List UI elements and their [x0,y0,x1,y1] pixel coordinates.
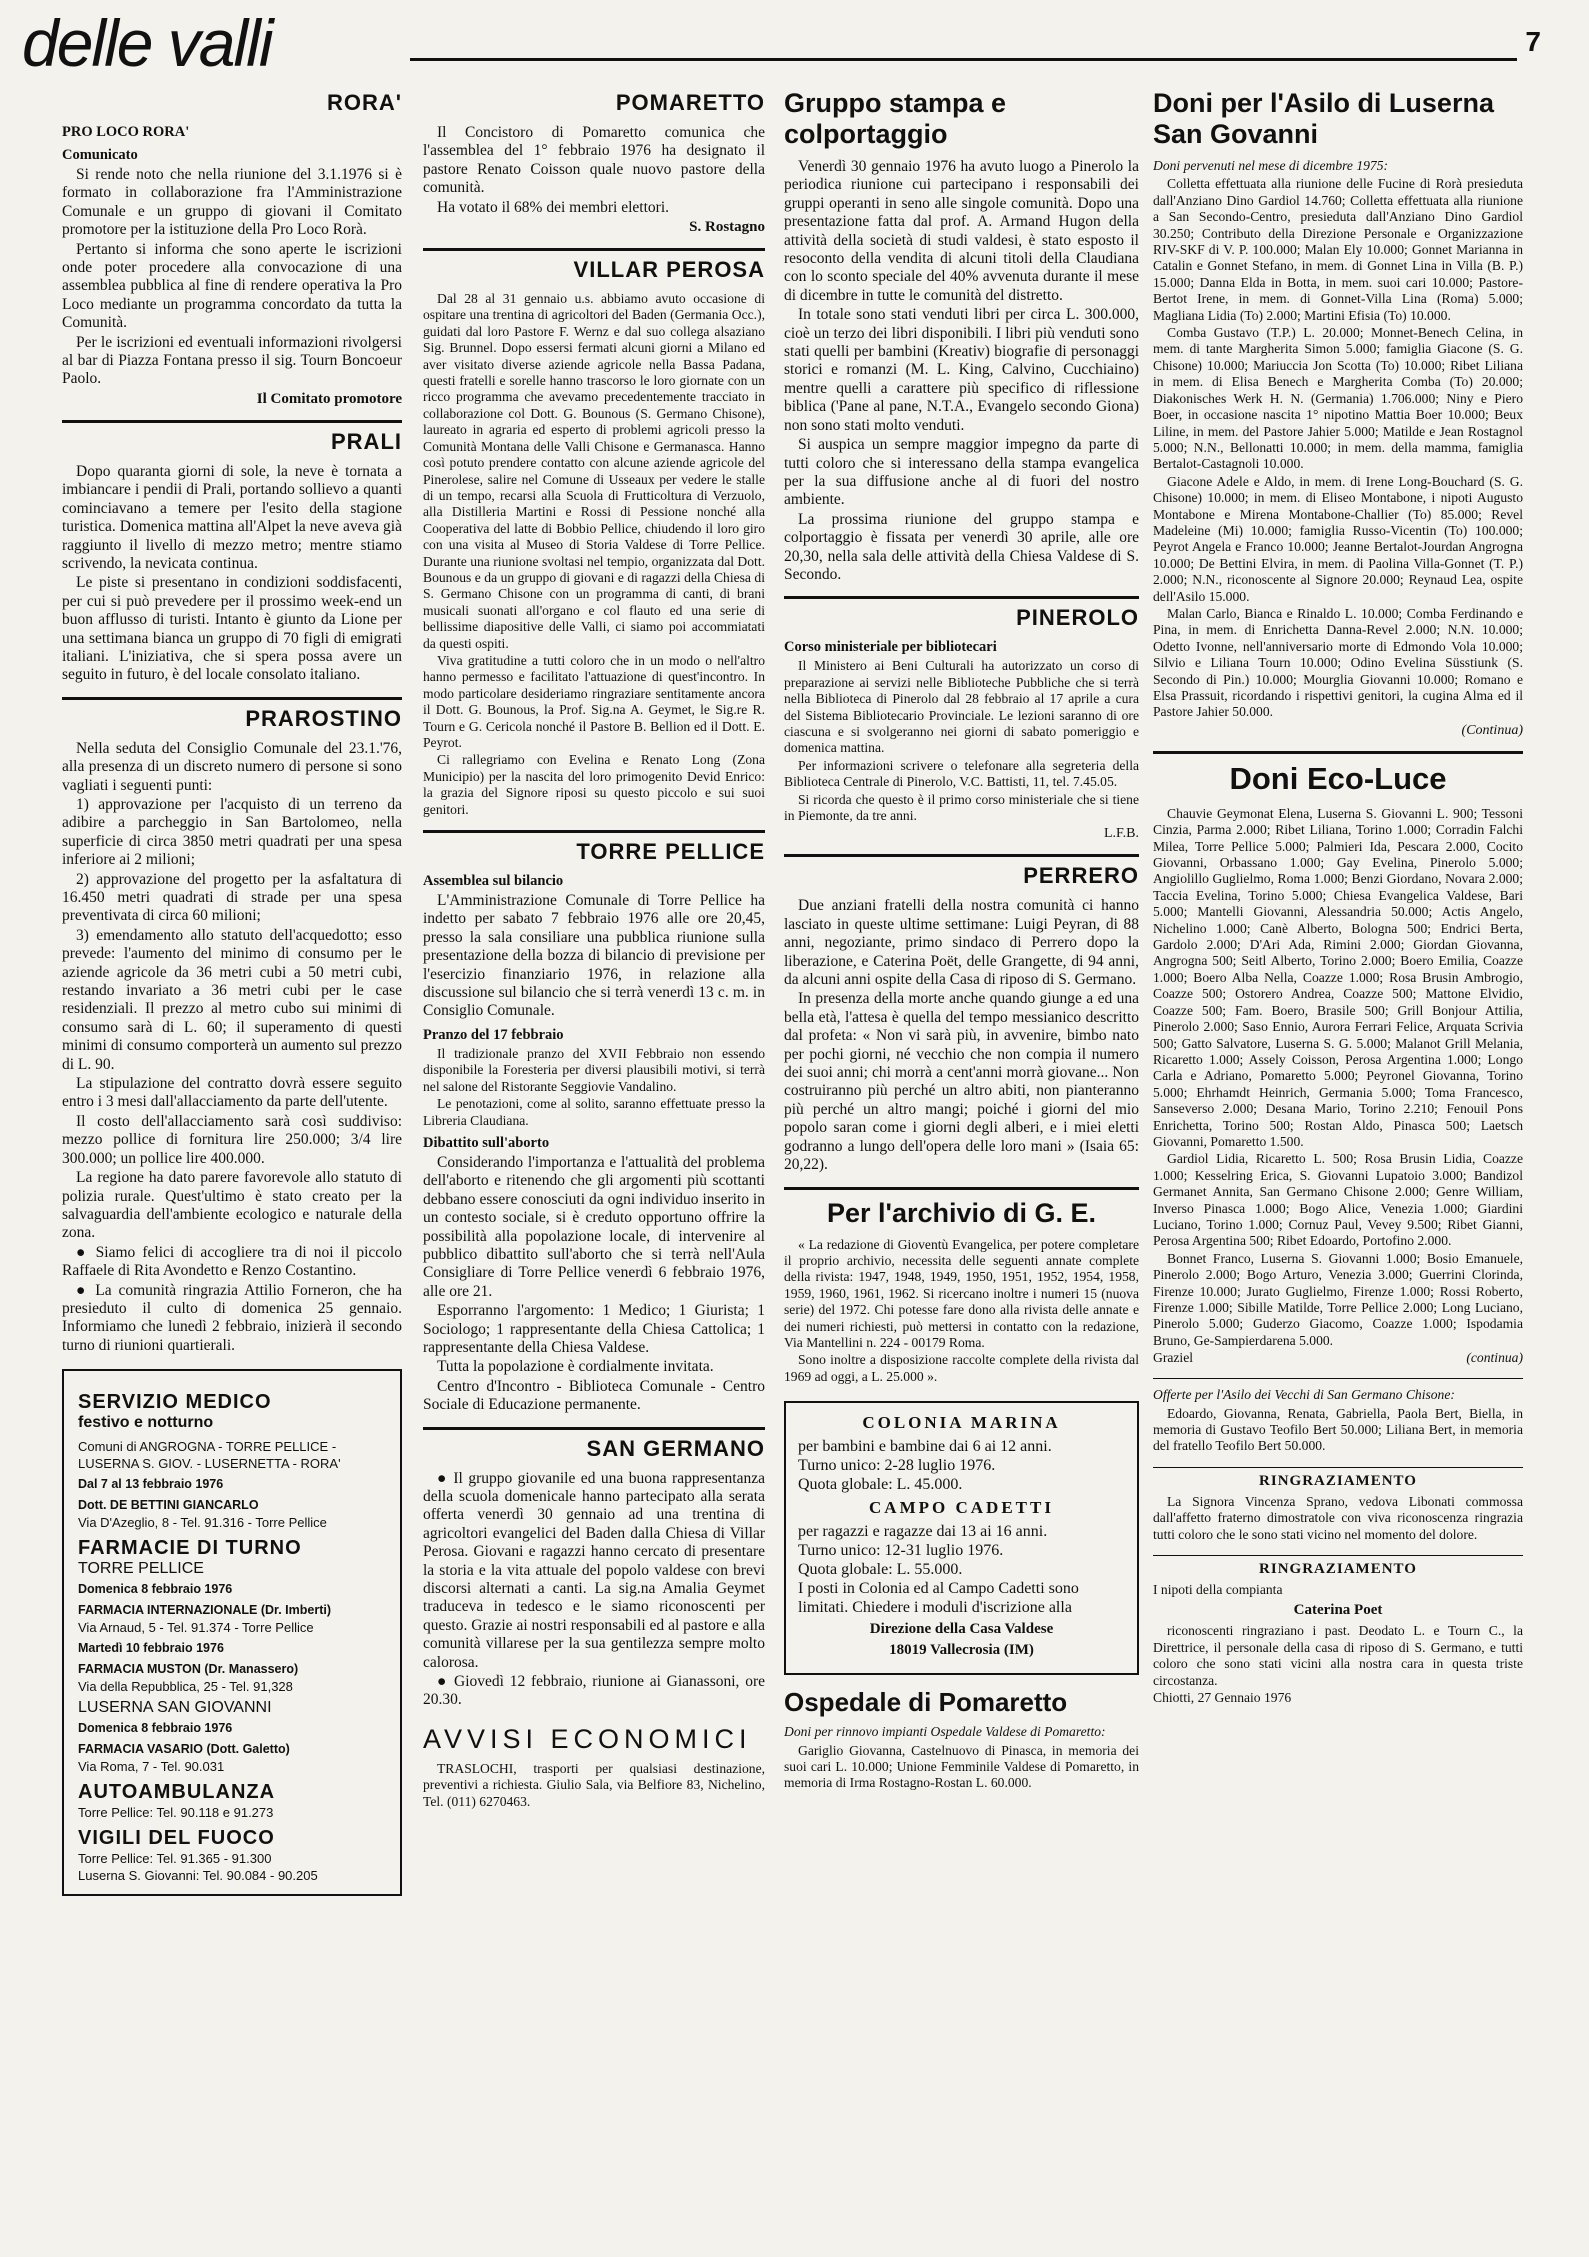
paragraph: Si auspica un sempre maggior impegno da parte di tutti coloro che si interessano della stampa evangelica per la sua diffusione anche al di fuori del nostro ambiente. [784,436,1139,509]
continua-label: (Continua) [1461,722,1523,738]
box-line: Via Roma, 7 - Tel. 90.031 [78,1759,225,1775]
paragraph: Colletta effettuata alla riunione delle Fucine di Rorà presieduta dall'Anziano Dino Gardiol 14.760; Colletta effettuata alla riunione a San Secondo-Centro, presieduta dall'Anziano Dino Gardiol 30.250; Contributo della Direzione Personale e Organizzazione RIV-SKF di V. P. 100.000; Malan Ely 10.000; Gonnet Marianna in Catalin e Gonnet Stefano, in mem. di Gonnet Lina in Villa (B. P.) 15.000; Danna Elda in Botta, in mem. suoi cari 10.000; Pastore-Bertot Irene, in mem. di Gonnet-Villa Lina (Roma) 5.000; Magliana Lidia (To) 2.000; Martini Efisia (To) 10.000. [1153,176,1523,323]
paragraph: Sono inoltre a disposizione raccolte complete della rivista dal 1969 ad oggi, a L. 25.000 ». [784,1352,1139,1384]
paragraph: ● Il gruppo giovanile ed una buona rappresentanza della scuola domenicale hanno partecipato alla serata offerta venerdì 30 gennaio ad una trentina di agricoltori evangelici del Baden dalla Chiesa di Villar Perosa. Giovani e ragazzi hanno cercato di presentare la storia e la vita attuale del popolo valdese con brevi discorsi alternati a canti. La sig.na Amalia Geymet traduceva in tedesco e le siamo riconoscenti per questo. Grazie ai nostri responsabili ed al pastore e alla comunità villarese per la sua gentilezza sempre molto calorosa. [423,1469,765,1671]
box-line: Quota globale: L. 45.000. [798,1476,963,1494]
paragraph: Gardiol Lidia, Ricaretto L. 500; Rosa Brusin Lidia, Coazze 1.000; Kesselring Erica, S. Giovanni Lupatoio 3.000; Bandizol Germanet Annita, San Germano Chisone 2.000; Genre William, Inverso Pinasca 1.000; Bogo Alice, Venezia 1.000; Giardini Luciano, Torino 1.000; Cornuz Paul, Vevey 9.500; Ribet Gianni, Perosa Argentina 500; Ribet Edoardo, Portofino 2.000. [1153,1151,1523,1249]
paragraph: Si rende noto che nella riunione del 3.1.1976 si è formato in collaborazione fra l'Amministrazione Comunale e un gruppo di giovani il Comitato promotore per la istituzione della Pro Loco Rorà. [62,166,402,239]
paragraph: Due anziani fratelli della nostra comunità ci hanno lasciato in queste ultime settimane: Luigi Peyran, di 88 anni, negoziante, primo sindaco di Perrero dopo la liberazione, e Caterina Poët, delle Grangette, di 94 anni, da alcuni anni ospite della Casa di riposo di S. Germano. [784,897,1139,989]
section-torre-pellice [423,830,765,1415]
box-address: 18019 Vallecrosia (IM) [889,1642,1034,1659]
column-2 [423,86,765,1822]
section-doni-asilo [1153,88,1523,739]
paragraph: Tutta la popolazione è cordialmente invitata. [437,1358,714,1376]
box-line: Quota globale: L. 55.000. [798,1561,963,1579]
header-rule [410,58,1517,61]
section-avvisi [423,1724,765,1810]
paragraph: Il costo dell'allacciamento sarà così suddiviso: mezzo pollice di fornitura lire 250.000; 3/4 lire 300.000; un pollice lire 400.000. [62,1112,402,1167]
section-heading-prarostino: PRAROSTINO [62,697,402,732]
column-1 [62,86,402,1896]
signature: L.F.B. [1103,826,1139,842]
paragraph: Le piste si presentano in condizioni soddisfacenti, per cui si può prevedere per il prossimo week-end un buon afflusso di turisti. Intanto è giunto da Lione per una settimana bianca un gruppo di 70 figli di emigrati italiani. L'iniziativa, che si spera possa avere un seguito in futuro, è del locale consolato italiano. [62,574,402,684]
article-subheading: Pranzo del 17 febbraio [423,1026,564,1043]
section-prarostino [62,697,402,1355]
eco-grazie: Graziel [1153,1350,1193,1366]
paragraph: La prossima riunione del gruppo stampa e colportaggio è fissata per venerdì 30 aprile, alle ore 20,30, nella sala delle attività della Chiesa Valdese di S. Secondo. [784,510,1139,583]
box-town: TORRE PELLICE [78,1560,204,1578]
paragraph: Bonnet Franco, Luserna S. Giovanni 1.000; Bosio Emanuele, Pinerolo 2.000; Bogo Arturo, Venezia 3.000; Guerrini Clorinda, Firenze 10.000; Jurato Guglielmo, Firenze 1.000; Rossi Roberto, Firenze 1.000; Sibille Matilde, Torre Pellice 2.000; Long Luciano, Pinerolo 5.000; Guderzo Giacomo, Coazze 1.000; Ispodamia Bruno, Ge-Sampierdarena 5.000. [1153,1250,1523,1348]
paragraph: Viva gratitudine a tutti coloro che in un modo o nell'altro hanno permesso e facilitato l'attuazione di quest'incontro. In modo particolare desideriamo ringraziare sentitamente ancora il Dott. G. Bounous, la Prof. Sig.na A. Geymet, le Sig.re R. Tourn e G. Cericola nonché il Pastore B. Bellion ed il Dott. E. Peyrot. [423,652,765,750]
paragraph: 3) emendamento allo statuto dell'acquedotto; esso prevede: l'aumento del minimo di consumo per le aziende agricole da 36 metri cubi a 50 metri cubi, restando invariato a 36 metri cubi per le case residenziali. Il prezzo al metro cubo sui minimi di consumo sarà di L. 60; il superamento di questi minimi di consumo comporterà un aumento sul prezzo di L. 90. [62,926,402,1073]
paragraph: Venerdì 30 gennaio 1976 ha avuto luogo a Pinerolo la periodica riunione cui partecipano i responsabili dei gruppi operanti in seno alle singole comunità. Dopo una presentazione fatta dal prof. A. Armand Hugon della attività della società di studi valdesi, è stato esposto il resoconto della vendita di alcuni titoli della Claudiana con lo sconto speciale del 40% avvenuta durante il mese di dicembre in tutte le comunità del distretto. [784,158,1139,304]
paragraph: Chauvie Geymonat Elena, Luserna S. Giovanni L. 900; Tessoni Cinzia, Parma 2.000; Ribet Liliana, Torino 1.000; Corradin Falchi Milea, Torre Pellice 5.000; Palmieri Ida, Pescara 2.000, Cocito Giovanni, Orbassano 1.000; Gay Evelina, Pinerolo 5.000; Angiolillo Guglielmo, Roma 1.000; Benzi Giordano, Novara 2.000; Taccia Evelina, Torino 5.000; Chiesa Evangelica Valdese, Bari 5.000; Mantelli Giovanni, Alessandria 50.000; Actis Angelo, Nichelino 1.000; Canè Alberto, Bologna 500; Endrici Berta, Gardolo 2.000; D'Ari Ada, Rimini 2.000; Giordan Giovanna, Angrogna 500; Seitl Alberto, Torino 2.000; Boero Emilia, Coazze 1.000; Boero Alba Nella, Coazze 1.000; Rosa Brusin Ambrogio, Coazze 500; Ostorero Andrea, Coazze 500; Mattone Elvidio, Coazze 500; Fam. Boero, Brasile 500; Grill Bonjour Attilia, Pinerolo 2.000; Saso Ennio, Aurora Ferrari Felice, Arquata Scrivia 500; Gatto Salvatore, Luserna S. G. 5.000; Malanot Grill Melania, Ricaretto 1.000; Assely Coisson, Perosa Argentina 1.000; Longo Carla e Adriano, Pomaretto 5.000; Peyronel Giovanna, Torino 5.000; Ehrhamdt Heinrich, Germania 5.000; Toma Francesco, Sanseverso 2.000; Desana Mario, Torino 2.210; Fenouil Pons Enrichetta, Torino 500; Rostan Aldo, Pinasca 500; Laetsch Giovanni, Pomaretto 1.500. [1153,805,1523,1149]
paragraph: Dopo quaranta giorni di sole, la neve è tornata a imbiancare i pendii di Prali, portando sollievo a quanti cominciavano a temere per l'esito della stagione turistica. Domenica mattina all'Alpet la neve aveva già raggiunto il livello di mezzo metro; mentre stiamo scrivendo, la nevicata continua. [62,462,402,572]
article-subheading: Corso ministeriale per bibliotecari [784,639,997,656]
section-rora [62,90,402,408]
paragraph: In totale sono stati venduti libri per circa L. 300.000, cioè un terzo dei libri disponibili. I libri più venduti sono stati quelli per bambini (Kreativ) biografie di personaggi storici e romanzi (M. L. King, Calvino, Cucchiaino) mentre quelli a carattere più specifico di riflessione biblica ('Pane al pane, N.T.A., Evangelo secondo Giona) non sono stati molto venduti. [784,306,1139,434]
box-line: Torre Pellice: Tel. 91.365 - 91.300 [78,1851,272,1867]
paragraph: riconoscenti ringraziano i past. Deodato L. e Tourn C., la Direttrice, il personale della casa di riposo di S. Germano, e tutti coloro che sono stati vicini alla nostra cara in questa triste circostanza. [1153,1623,1523,1688]
section-ospedale [784,1687,1139,1792]
box-line: Comuni di ANGROGNA - TORRE PELLICE - [78,1439,337,1455]
eco-footer [1153,1350,1523,1366]
paragraph: Nella seduta del Consiglio Comunale del 23.1.'76, alla presenza di un discreto numero di persone si sono vagliati i seguenti punti: [62,739,402,794]
section-heading-gruppo-stampa: Gruppo stampa e colportaggio [784,88,1007,149]
box-pharmacy: FARMACIA INTERNAZIONALE (Dr. Imberti) [78,1603,332,1618]
section-perrero [784,854,1139,1174]
section-heading-san-germano: SAN GERMANO [423,1427,765,1462]
box-heading: VIGILI DEL FUOCO [78,1827,275,1850]
paragraph: Pertanto si informa che sono aperte le iscrizioni onde poter procedere alla convocazione di una assemblea pubblica al fine di rendere operativa la Pro Loco mediante un programma concordato da tutta la Comunità. [62,240,402,332]
signature: S. Rostagno [689,219,765,236]
section-heading-doni-asilo: Doni per l'Asilo di Luserna San Govanni [1153,88,1494,149]
paragraph: La Signora Vincenza Sprano, vedova Libonati commossa dall'affetto fraterno dimostratole con viva riconoscenza ringrazia tutti coloro che le sono stati vicino nel momento del dolore. [1153,1493,1523,1542]
box-town: LUSERNA SAN GIOVANNI [78,1699,272,1717]
paragraph: Edoardo, Giovanna, Renata, Gabriella, Paola Bert, Biella, in memoria di Gustavo Teofilo Bert 50.000; Liliana Bert, in memoria del fratello Teofilo Bert 50.000. [1153,1405,1523,1454]
box-title: CAMPO CADETTI [869,1498,1054,1518]
article-subheading: Assemblea sul bilancio [423,873,564,890]
column-4 [1153,86,1523,1719]
box-heading: SERVIZIO MEDICO [78,1391,272,1414]
continua-label: (continua) [1466,1350,1523,1366]
box-line: Via Arnaud, 5 - Tel. 91.374 - Torre Pellice [78,1620,314,1636]
section-asilo-vecchi [1153,1387,1523,1455]
page-number: 7 [1525,26,1541,57]
paragraph: Considerando l'importanza e l'attualità del problema dell'aborto e ritenendo che gli argomenti più scottanti debbano essere conosciuti da ogni individuo inserito in un contesto sociale, si è creduto opportuno offrire la possibilità alla popolazione locale, di intervenire al pubblico dibattito sull'aborto che si terrà nell'Aula Consigliare di Torre Pellice venerdì 6 febbraio 1976, alle ore 21. [423,1153,765,1300]
box-line: Via D'Azeglio, 8 - Tel. 91.316 - Torre Pellice [78,1515,327,1531]
paragraph: « La redazione di Gioventù Evangelica, per potere completare il proprio archivio, necessita delle seguenti annate complete della rivista: 1947, 1948, 1949, 1950, 1951, 1952, 1954, 1958, 1959, 1960, 1961, 1962. Si ricercano inoltre i numeri 15 (nuova serie) del 1972. Chi potesse fare dono alla rivista delle annate e dei numeri richiesti, può mettersi in contatto con la redazione, Via Mantellini n. 224 - 00179 Roma. [784,1236,1139,1350]
paragraph: ● La comunità ringrazia Attilio Forneron, che ha presieduto il culto di domenica 25 gennaio. Informiamo che lunedì 2 febbraio, inizierà il secondo turno di riunioni quartierali. [62,1281,402,1354]
paragraph: Per le iscrizioni ed eventuali informazioni rivolgersi al bar di Piazza Fontana presso il sig. Tourn Boncoeur Paolo. [62,333,402,388]
paragraph: Ha votato il 68% dei membri elettori. [437,198,670,216]
article-subheading: Dibattito sull'aborto [423,1134,550,1151]
box-date: Domenica 8 febbraio 1976 [78,1721,233,1736]
paragraph: Ci rallegriamo con Evelina e Renato Long (Zona Municipio) per la nascita del loro primogenito Devid Enrico: la grazia del Signore riposi su questo piccolo e sui suoi genitori. [423,752,765,817]
section-heading-rora: RORA' [326,90,402,115]
article-title: PRO LOCO RORA' [62,124,190,140]
section-pomaretto [423,90,765,236]
section-heading-pomaretto: POMARETTO [615,90,765,115]
paragraph: ● Giovedì 12 febbraio, riunione ai Gianassoni, ore 20.30. [423,1673,765,1709]
box-line: Luserna S. Giovanni: Tel. 90.084 - 90.205 [78,1868,318,1884]
paragraph: Giacone Adele e Aldo, in mem. di Irene Long-Bouchard (S. G. Chisone) 10.000; in mem. di Eliseo Montabone, i nipoti Augusto Montabone e Mirena Montabone-Challier (To) 85.000; Revel Madeleine (Mi) 10.000; famiglia Russo-Vicentin (To) 100.000; Peyrot Angela e Franco 10.000; Jeanne Bertalot-Jourdan Angrogna 10.000; De Bettini Elvira, in mem. di Paolina Villa-Gonnet (T. P.) 2.000; N.N., riconoscente al Signore 20.000; Reynaud Lea, ospite dell'Asilo 15.000. [1153,473,1523,604]
masthead-title: delle valli [22,6,272,80]
medical-service-box [62,1369,402,1896]
section-heading-eco-luce: Doni Eco-Luce [1153,751,1523,796]
signature: Chiotti, 27 Gennaio 1976 [1153,1690,1292,1706]
deceased-name: Caterina Poet [1293,1602,1383,1619]
section-heading-prali: PRALI [62,420,402,455]
box-line: LUSERNA S. GIOV. - LUSERNETTA - RORA' [78,1456,341,1472]
section-villar-perosa [423,248,765,818]
paragraph: Gariglio Giovanna, Castelnuovo di Pinasca, in memoria dei suoi cari L. 10.000; Unione Femminile Valdese di Pomaretto, in memoria di Irma Rostagno-Rostan L. 60.000. [784,1742,1139,1791]
box-line: Torre Pellice: Tel. 90.118 e 91.273 [78,1805,274,1821]
paragraph: Le penotazioni, come al solito, saranno effettuate presso la Libreria Claudiana. [423,1096,765,1128]
paragraph: Per informazioni scrivere o telefonare alla segreteria della Biblioteca Centrale di Pinerolo, V.C. Battisti, 11, tel. 7.45.05. [784,757,1139,790]
section-san-germano [423,1427,765,1710]
paragraph: Malan Carlo, Bianca e Rinaldo L. 10.000; Comba Ferdinando e Pina, in mem. di Enrichetta Danna-Revel 2.000; N.N. 10.000; Odetto Ivonne, nell'anniversario morte di Edmondo Vola 10.000; Silvio e Liliana Tourn 10.000; Odino Evelina Süsstiunk (S. Secondo di Pin.) 10.000; Mourglia Giovanni 10.000; Romano e Elsa Prassuit, ricordando i rispettivi genitori, la cugina Alma ed il Pastore Jahier 50.000. [1153,605,1523,720]
section-heading-perrero: PERRERO [784,854,1139,889]
box-pharmacy: FARMACIA MUSTON (Dr. Manassero) [78,1662,299,1677]
section-heading-ringraziamento: RINGRAZIAMENTO [1153,1467,1523,1490]
intro-text: Doni per rinnovo impianti Ospedale Valdese di Pomaretto: [784,1724,1106,1740]
paragraph: La stipulazione del contratto dovrà essere seguito entro i 3 mesi dall'allacciamento da parte dell'utente. [62,1075,402,1111]
signature: Il Comitato promotore [256,390,402,407]
section-pinerolo [784,596,1139,842]
section-gruppo-stampa [784,88,1139,584]
box-address: Direzione della Casa Valdese [869,1621,1054,1638]
section-heading-ringraziamento: RINGRAZIAMENTO [1153,1555,1523,1578]
box-line: Via della Repubblica, 25 - Tel. 91,328 [78,1679,293,1695]
paragraph: Il tradizionale pranzo del XVII Febbraio non essendo disponibile la Foresteria per diversi plausibili motivi, si terrà nel salone del Ristorante Seggiovie Vandalino. [423,1045,765,1094]
colonia-marina-box [784,1401,1139,1675]
paragraph: Il Concistoro di Pomaretto comunica che l'assemblea del 1° febbraio 1976 ha designato il pastore Renato Coisson quale nuovo pastore della comunità. [423,124,765,197]
box-subheading: festivo e notturno [78,1414,214,1432]
paragraph: TRASLOCHI, trasporti per qualsiasi destinazione, preventivi a richiesta. Giulio Sala, via Belfiore 83, Nichelino, Tel. (011) 6270463. [423,1760,765,1809]
section-ringraziamento-2 [1153,1555,1523,1706]
section-heading-archivio: Per l'archivio di G. E. [784,1187,1139,1229]
paragraph: L'Amministrazione Comunale di Torre Pellice ha indetto per sabato 7 febbraio 1976 alle ore 20,45, presso la sala consiliare una pubblica riunione sulla presentazione della bozza di bilancio di previsione per l'esercizio finanziario 1976, in relazione alla discussione sul bilancio che si terrà venerdì 13 c. m. in Consiglio Comunale. [423,892,765,1020]
paragraph: ● Siamo felici di accogliere tra di noi il piccolo Raffaele di Rita Avondetto e Renzo Costantino. [62,1243,402,1280]
section-heading-torre-pellice: TORRE PELLICE [423,830,765,865]
intro-text: Offerte per l'Asilo dei Vecchi di San Germano Chisone: [1153,1387,1455,1403]
divider [1153,1378,1523,1379]
paragraph: 2) approvazione del progetto per la asfaltatura di 16.450 metri quadrati di strade per una spesa preventivata di circa 60 milioni; [62,870,402,925]
box-pharmacy: FARMACIA VASARIO (Dott. Galetto) [78,1742,290,1757]
section-heading-pinerolo: PINEROLO [784,596,1139,631]
box-title: COLONIA MARINA [862,1413,1061,1433]
box-date: Martedì 10 febbraio 1976 [78,1641,224,1656]
paragraph: Dal 28 al 31 gennaio u.s. abbiamo avuto occasione di ospitare una trentina di agricoltori del Baden (Germania Occ.), guidati dal loro Pastore F. Wernz e dal suo collega alsaziano Sig. Brunnel. Dopo essersi fermati alcuni giorni a Milano ed aver visitato diverse aziende agricole nella Bassa Padana, questi fratelli e sorelle hanno trascorso le loro giornate con un ricco programma che avevamo precedentemente tracciato in collaborazione col Dott. G. Bounous (S. Germano Chisone), laureato in agraria ed esperto di problemi agricoli presso la Comunità Montana delle Valli Chisone e Germanasca. Hanno così potuto prendere contatto con alcune aziende agricole del Pinerolese, salire nel Comune di Usseaux per vedere le stalle di un tempo, recarsi alla Scuola di Frutticoltura di Verzuolo, alla Distilleria Martini e Rossi di Pessione nonché alla Cooperativa del latte di Bobbio Pellice, chiudendo il loro giro con una visita al Museo di Storia Valdese di Torre Pellice. Durante una riunione svoltasi nel tempio, organizzata dal Dott. Bounous e da un gruppo di giovani e di ragazzi della Chiesa di S. Germano Chisone con un programma di canti, di brani musicali suonati all'organo e col flauto ed una serie di bellissime diapositive delle Valli, ci siamo poi accommiatati da questi ospiti. [423,291,765,651]
section-heading-avvisi: AVVISI ECONOMICI [423,1723,752,1754]
paragraph: La regione ha dato parere favorevole allo statuto di polizia rurale. Quest'ultimo è stato creato per la salvaguardia dell'ambiente ecologico e naturale della zona. [62,1169,402,1242]
section-heading-villar-perosa: VILLAR PEROSA [423,248,765,283]
paragraph: Si ricorda che questo è il primo corso ministeriale che si tiene in Piemonte, da tre anni. [784,791,1139,823]
box-line: per bambini e bambine dai 6 ai 12 anni. [798,1438,1052,1456]
paragraph: Il Ministero ai Beni Culturali ha autorizzato un corso di preparazione ai servizi nelle Biblioteche Pubbliche che si terrà nella Biblioteca di Pinerolo dal 28 febbraio al 17 aprile a cura del Sistema Bibliotecario Provinciale. Le lezioni saranno di ore ciascuna e si svolgeranno nei giorni di sabato pomeriggio e domenica mattina. [784,658,1139,756]
box-heading: FARMACIE DI TURNO [78,1537,302,1560]
box-line: I posti in Colonia ed al Campo Cadetti sono limitati. Chiedere i moduli d'iscrizione alla [798,1580,1079,1617]
paragraph: I nipoti della compianta [1153,1582,1283,1598]
paragraph: Esporranno l'argomento: 1 Medico; 1 Giurista; 1 Sociologo; 1 rappresentante della Chiesa Cattolica; 1 rappresentante della Chiesa Valdese. [423,1302,765,1356]
paragraph: 1) approvazione per l'acquisto di un terreno da adibire a parcheggio in San Bartolomeo, nella superficie di circa 3850 metri quadrati per una spesa inferiore ai 2 milioni; [62,795,402,869]
paragraph: Comba Gustavo (T.P.) L. 20.000; Monnet-Benech Celina, in mem. di tante Margherita Simon 5.000; famiglia Giacone (S. G. Chisone) 10.000; Mariuccia Jon Scotta (To) 10.000; Ribet Liliana in mem. di Elisa Benech e Margherita Comba (To) 20.000; Diakonisches Werk H. N. (Germania) 1.706.000; Niny e Piero Boer, in occasione nascita 1° nipotino Mattia Boer 10.000; Beux Liline, in mem. del Pastore Jahier 5.000; Matilde e Jean Rostagnol 5.000; N.N., Bellonatti 10.000; in mem. della mamma, famiglia Bertalot-Castagnoli 10.000. [1153,325,1523,472]
box-doctor: Dott. DE BETTINI GIANCARLO [78,1498,259,1513]
box-line: Turno unico: 2-28 luglio 1976. [798,1457,996,1475]
paragraph: Centro d'Incontro - Biblioteca Comunale - Centro Sociale di Educazione permanente. [423,1377,765,1414]
box-line: Turno unico: 12-31 luglio 1976. [798,1542,1004,1560]
box-date: Dal 7 al 13 febbraio 1976 [78,1477,224,1492]
section-heading-ospedale: Ospedale di Pomaretto [784,1687,1068,1718]
section-doni-eco-luce [1153,751,1523,1366]
paragraph: In presenza della morte anche quando giunge a ed una bella età, l'attesa è quella del tempo messianico descritto dal profeta: « Non vi sarà più, in avvenire, bimbo nato per pochi giorni, né vecchio che non compia il numero dei suoi anni; chi morrà a cent'anni morrà giovane... Non costruiranno più perché un altro abiti, non pianteranno più perché un altro mangi; poiché i giorni del mio popolo saran come i giorni degli alberi, e i miei eletti godranno a lungo dell'opera delle loro mani » (Isaia 65: 20,22). [784,990,1139,1174]
intro-text: Doni pervenuti nel mese di dicembre 1975: [1153,158,1389,173]
box-line: per ragazzi e ragazze dai 13 ai 16 anni. [798,1523,1048,1541]
column-3 [784,86,1139,1804]
box-date: Domenica 8 febbraio 1976 [78,1582,233,1597]
box-heading: AUTOAMBULANZA [78,1781,276,1804]
article-subtitle: Comunicato [62,147,138,163]
section-ringraziamento-1 [1153,1467,1523,1543]
section-archivio [784,1187,1139,1386]
section-prali [62,420,402,685]
